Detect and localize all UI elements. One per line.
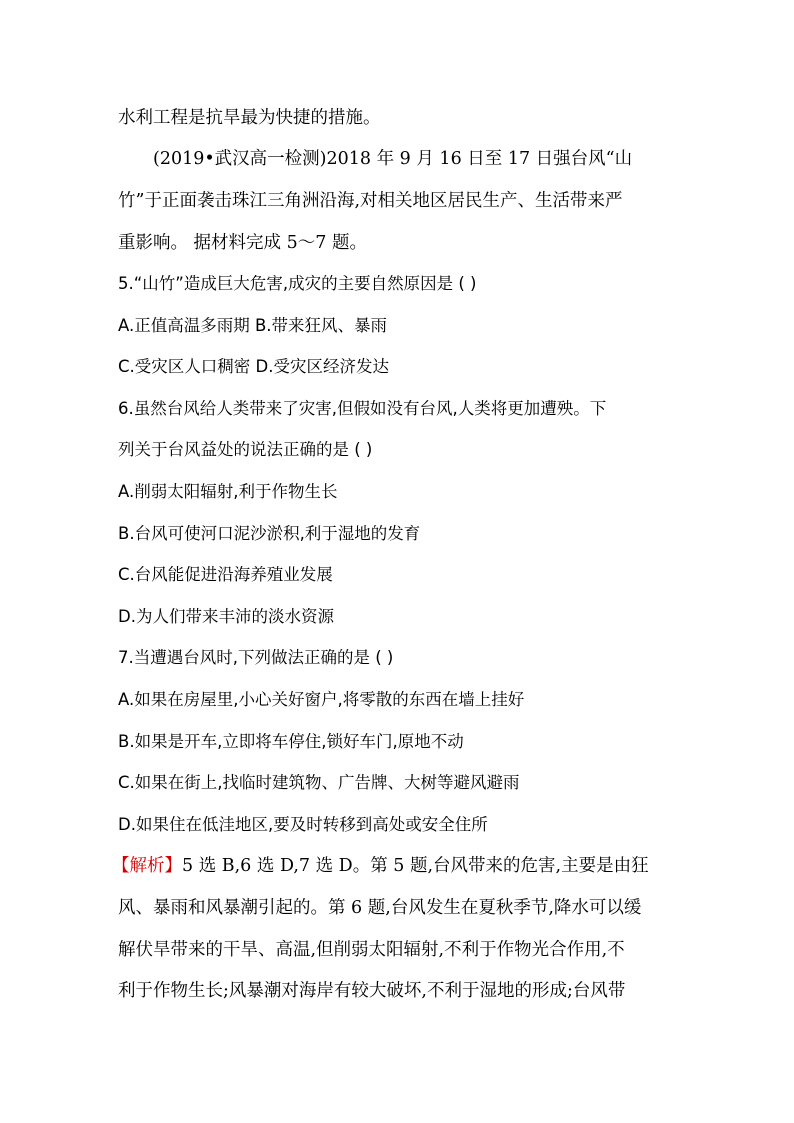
text-line: 水利工程是抗旱最为快捷的措施。 xyxy=(118,108,381,128)
text-line: 竹”于正面袭击珠江三角洲沿海,对相关地区居民生产、生活带来严 xyxy=(118,191,623,211)
question-6-cont: 列关于台风益处的说法正确的是 ( ) xyxy=(118,440,373,459)
analysis-line: 利于作物生长;风暴潮对海岸有较大破坏,不利于湿地的形成;台风带 xyxy=(118,981,626,1001)
question-6-option-b: B.台风可使河口泥沙淤积,利于湿地的发育 xyxy=(118,524,421,543)
analysis-text: 5 选 B,6 选 D,7 选 D。第 5 题,台风带来的危害,主要是由狂 xyxy=(182,856,649,876)
question-7: 7.当遭遇台风时,下列做法正确的是 ( ) xyxy=(118,648,394,667)
question-7-option-b: B.如果是开车,立即将车停住,锁好车门,原地不动 xyxy=(118,732,464,751)
question-5: 5.“山竹”造成巨大危害,成灾的主要自然原因是 ( ) xyxy=(118,274,477,293)
question-6-option-c: C.台风能促进沿海养殖业发展 xyxy=(118,565,333,584)
analysis-first-line xyxy=(112,854,649,878)
question-7-option-d: D.如果住在低洼地区,要及时转移到高处或安全住所 xyxy=(118,815,488,834)
question-5-options-cd: C.受灾区人口稠密 D.受灾区经济发达 xyxy=(118,357,389,376)
passage-intro-line: (2019•武汉高一检测)2018 年 9 月 16 日至 17 日强台风“山 xyxy=(153,149,633,169)
question-6-option-a: A.削弱太阳辐射,利于作物生长 xyxy=(118,482,338,501)
question-7-option-c: C.如果在街上,找临时建筑物、广告牌、大树等避风避雨 xyxy=(118,773,520,792)
text-line: 重影响。 据材料完成 5～7 题。 xyxy=(118,233,367,253)
analysis-line: 解伏旱带来的干旱、高温,但削弱太阳辐射,不利于作物光合作用,不 xyxy=(118,940,625,960)
analysis-label: 【解析】 xyxy=(112,856,182,876)
question-6-option-d: D.为人们带来丰沛的淡水资源 xyxy=(118,607,334,626)
question-7-option-a: A.如果在房屋里,小心关好窗户,将零散的东西在墙上挂好 xyxy=(118,690,525,709)
question-5-options-ab: A.正值高温多雨期 B.带来狂风、暴雨 xyxy=(118,316,388,335)
question-6: 6.虽然台风给人类带来了灾害,但假如没有台风,人类将更加遭殃。下 xyxy=(118,399,607,418)
analysis-line: 风、暴雨和风暴潮引起的。第 6 题,台风发生在夏秋季节,降水可以缓 xyxy=(118,898,642,918)
